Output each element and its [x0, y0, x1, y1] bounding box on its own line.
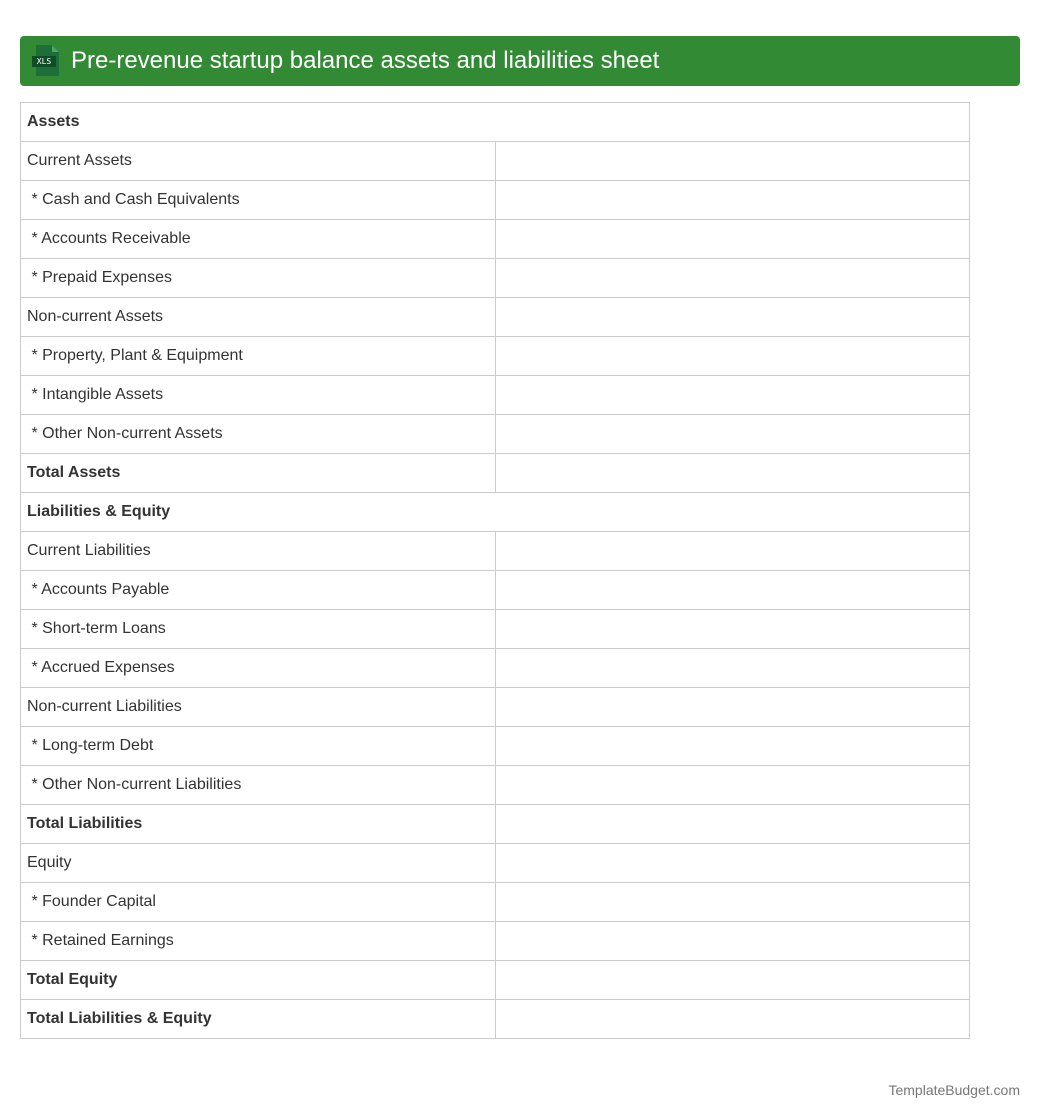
row-label: Total Liabilities & Equity — [21, 1000, 496, 1039]
page-title: Pre-revenue startup balance assets and liabilities sheet — [71, 47, 660, 74]
total-row-assets — [21, 454, 970, 493]
value-cell[interactable] — [495, 727, 970, 766]
value-cell[interactable] — [495, 454, 970, 493]
value-cell[interactable] — [495, 883, 970, 922]
row-label: Current Liabilities — [21, 532, 496, 571]
section-label: Liabilities & Equity — [21, 493, 970, 532]
row-label: Total Liabilities — [21, 805, 496, 844]
row-label: * Long-term Debt — [21, 727, 496, 766]
table-row — [21, 532, 970, 571]
value-cell[interactable] — [495, 1000, 970, 1039]
value-cell[interactable] — [495, 142, 970, 181]
value-cell[interactable] — [495, 298, 970, 337]
value-cell[interactable] — [495, 844, 970, 883]
footer-brand: TemplateBudget.com — [888, 1082, 1020, 1098]
table-row — [21, 727, 970, 766]
row-label: * Short-term Loans — [21, 610, 496, 649]
row-label: * Accounts Payable — [21, 571, 496, 610]
total-row-equity — [21, 961, 970, 1000]
table-row — [21, 181, 970, 220]
row-label: * Accrued Expenses — [21, 649, 496, 688]
xls-icon-label: XLS — [32, 56, 56, 67]
table-row — [21, 298, 970, 337]
table-row — [21, 766, 970, 805]
row-label: * Cash and Cash Equivalents — [21, 181, 496, 220]
value-cell[interactable] — [495, 181, 970, 220]
value-cell[interactable] — [495, 376, 970, 415]
row-label: * Retained Earnings — [21, 922, 496, 961]
table-row — [21, 922, 970, 961]
total-row-liabilities — [21, 805, 970, 844]
value-cell[interactable] — [495, 337, 970, 376]
table-row — [21, 844, 970, 883]
row-label: * Other Non-current Assets — [21, 415, 496, 454]
value-cell[interactable] — [495, 766, 970, 805]
table-row — [21, 883, 970, 922]
value-cell[interactable] — [495, 688, 970, 727]
row-label: * Accounts Receivable — [21, 220, 496, 259]
table-row — [21, 142, 970, 181]
row-label: * Property, Plant & Equipment — [21, 337, 496, 376]
table-row — [21, 649, 970, 688]
value-cell[interactable] — [495, 961, 970, 1000]
value-cell[interactable] — [495, 922, 970, 961]
table-row — [21, 376, 970, 415]
row-label: * Prepaid Expenses — [21, 259, 496, 298]
row-label: * Other Non-current Liabilities — [21, 766, 496, 805]
xls-file-icon — [32, 45, 60, 77]
section-label: Assets — [21, 103, 970, 142]
value-cell[interactable] — [495, 805, 970, 844]
table-row — [21, 259, 970, 298]
row-label: Equity — [21, 844, 496, 883]
table-row — [21, 337, 970, 376]
table-row — [21, 610, 970, 649]
row-label: * Intangible Assets — [21, 376, 496, 415]
value-cell[interactable] — [495, 220, 970, 259]
table-row — [21, 220, 970, 259]
row-label: Non-current Assets — [21, 298, 496, 337]
row-label: Total Equity — [21, 961, 496, 1000]
value-cell[interactable] — [495, 415, 970, 454]
value-cell[interactable] — [495, 649, 970, 688]
row-label: Current Assets — [21, 142, 496, 181]
section-row-assets — [21, 103, 970, 142]
table-row — [21, 688, 970, 727]
table-row — [21, 415, 970, 454]
value-cell[interactable] — [495, 610, 970, 649]
row-label: Total Assets — [21, 454, 496, 493]
total-row-liabilities-equity — [21, 1000, 970, 1039]
table-row — [21, 571, 970, 610]
row-label: * Founder Capital — [21, 883, 496, 922]
balance-sheet-table — [20, 102, 970, 1039]
value-cell[interactable] — [495, 259, 970, 298]
row-label: Non-current Liabilities — [21, 688, 496, 727]
title-bar — [20, 36, 1020, 86]
value-cell[interactable] — [495, 532, 970, 571]
section-row-liabilities-equity — [21, 493, 970, 532]
value-cell[interactable] — [495, 571, 970, 610]
